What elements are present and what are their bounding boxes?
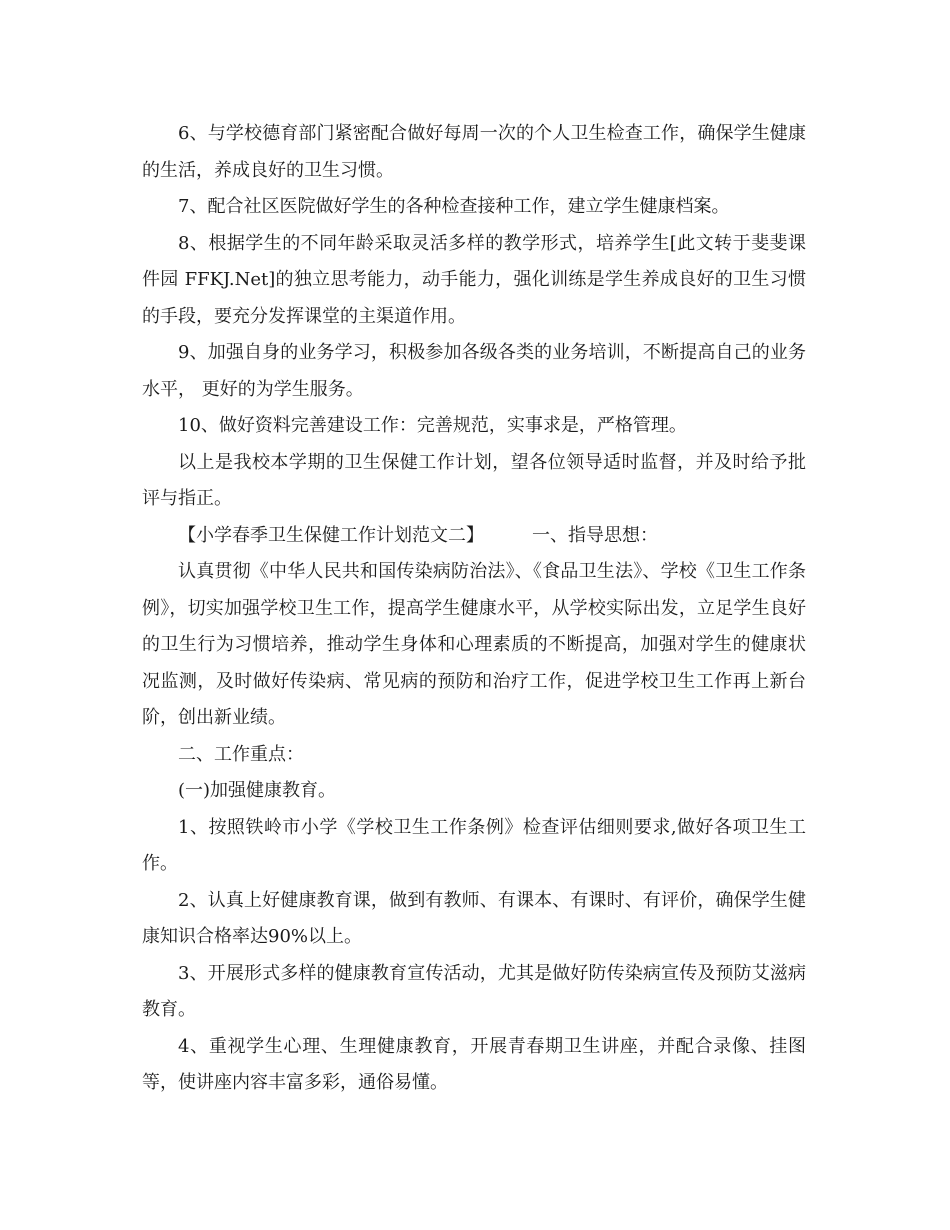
paragraph-guiding-ideology: 认真贯彻《中华人民共和国传染病防治法》、《食品卫生法》、学校《卫生工作条例》，切实加强学校卫生工作，提高学生健康水平，从学校实际出发，立足学生良好的卫生行为习惯培养，推动学生身体和心理素质的不断提高，加强对学生的健康状况监测，及时做好传染病、常见病的预防和治疗工作，促进学校卫生工作再上新台阶，创出新业绩。 [142, 561, 806, 728]
paragraph-item-8: 8、根据学生的不同年龄采取灵活多样的教学形式，培养学生[此文转于斐斐课件园 FFKJ.Net]的独立思考能力，动手能力，强化训练是学生养成良好的卫生习惯的手段，要充分发挥课堂的主渠道作用。 [142, 232, 806, 327]
paragraph-conclusion: 以上是我校本学期的卫生保健工作计划，望各位领导适时监督，并及时给予批评与指正。 [142, 451, 806, 509]
paragraph-focus-3: 3、开展形式多样的健康教育宣传活动，尤其是做好防传染病宣传及预防艾滋病教育。 [142, 962, 806, 1020]
document-body [142, 116, 806, 1102]
paragraph-item-7: 7、配合社区医院做好学生的各种检查接种工作，建立学生健康档案。 [178, 196, 730, 217]
section-title: 【小学春季卫生保健工作计划范文二】 [178, 524, 484, 546]
section-title-line [142, 518, 806, 555]
paragraph-focus-1: 1、按照铁岭市小学《学校卫生工作条例》检查评估细则要求,做好各项卫生工作。 [142, 816, 806, 874]
section-heading-guiding-ideology: 一、指导思想： [532, 524, 658, 546]
paragraph-focus-4: 4、重视学生心理、生理健康教育，开展青春期卫生讲座，并配合录像、挂图等，使讲座内容丰富多彩，通俗易懂。 [142, 1035, 806, 1093]
paragraph-item-9: 9、加强自身的业务学习，积极参加各级各类的业务培训，不断提高自己的业务水平， 更好的为学生服务。 [142, 342, 806, 400]
paragraph-focus-2: 2、认真上好健康教育课，做到有教师、有课本、有课时、有评价，确保学生健康知识合格率达90%以上。 [142, 889, 806, 947]
paragraph-item-6: 6、与学校德育部门紧密配合做好每周一次的个人卫生检查工作，确保学生健康的生活，养成良好的卫生习惯。 [142, 123, 806, 181]
paragraph-item-10: 10、做好资料完善建设工作：完善规范，实事求是，严格管理。 [178, 415, 687, 436]
subheading-health-education: (一)加强健康教育。 [178, 780, 337, 801]
heading-work-focus: 二、工作重点： [178, 743, 304, 765]
